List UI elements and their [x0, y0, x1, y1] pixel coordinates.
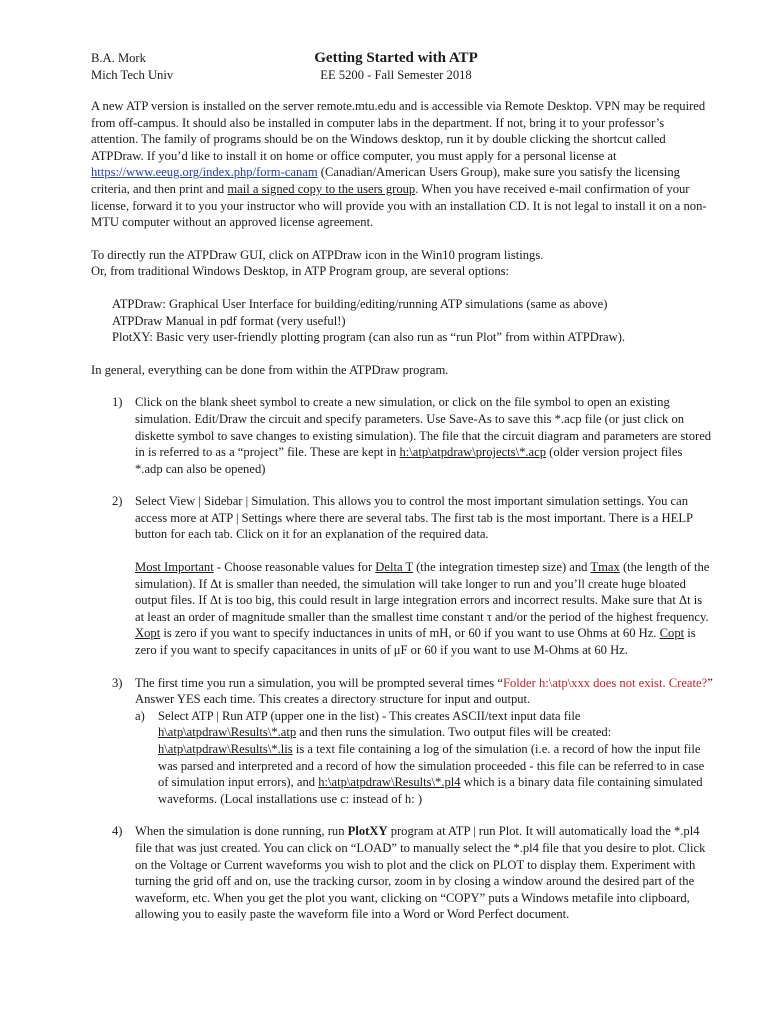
- author-name: B.A. Mork: [91, 51, 146, 65]
- pl4-file-path: h:\atp\atpdraw\Results\*.pl4: [318, 775, 461, 790]
- intro-text-2: (Canadian/American Users Group), make sure you satisfy the licensing criteria, and then print and: [91, 165, 680, 196]
- option-atpdraw: ATPDraw: Graphical User Interface for building/editing/running ATP simulations (same as above): [112, 296, 608, 311]
- step-2-text-6: is zero if you want to specify capacitances in units of μF or 60 if you want to use M-Ohms at 60 Hz.: [135, 626, 696, 658]
- step-number: 2): [112, 494, 123, 509]
- intro-text-1: A new ATP version is installed on the server remote.mtu.edu and is accessible via Remote Desktop. VPN may be required from off-campus. It should also be installed in computer labs in the department. If not, bring it to your professor’s attention. The family of programs should be on the Windows desktop, run it by double clicking the shortcut called ATPDraw. If you’d like to install it on home or office computer, you must apply for a personal license at: [91, 99, 706, 163]
- step-2-text-2: - Choose reasonable values for: [213, 560, 376, 575]
- author-university: Mich Tech Univ: [91, 67, 174, 82]
- most-important-label: Most Important: [135, 560, 214, 575]
- option-manual: ATPDraw Manual in pdf format (very useful!): [112, 313, 346, 328]
- document-header: [91, 50, 728, 84]
- xopt-term: Xopt: [135, 626, 161, 641]
- step-1-text: Click on the blank sheet symbol to create a new simulation, or click on the file symbol to open an existing simulation. Edit/Draw the circuit and specify parameters. Use Save-As to save this *.acp file (or just click on diskette symbol to save changes to existing simulation). The file that the circuit diagram and parameters are stored in is referred to as a “project” file. These are kept in: [135, 395, 712, 460]
- license-link[interactable]: https://www.eeug.org/index.php/form-canam: [91, 165, 318, 180]
- run-line-2: Or, from traditional Windows Desktop, in ATP Program group, are several options:: [91, 264, 510, 279]
- step-4: [91, 823, 713, 923]
- plotxy-term: PlotXY: [347, 824, 388, 839]
- step-3a-text-2: and then runs the simulation. Two output files will be created:: [296, 725, 612, 740]
- step-3: [91, 675, 713, 808]
- delta-t-term: Delta T: [375, 560, 413, 575]
- step-4-text-1: When the simulation is done running, run: [135, 824, 348, 839]
- step-2: [91, 493, 713, 658]
- most-important-paragraph: [135, 559, 713, 659]
- copt-term: Copt: [659, 626, 685, 641]
- step-2-text: Select View | Sidebar | Simulation. This allows you to control the most important simulation settings. You can access more at ATP | Settings where there are several tabs. The first tab is the most important. There is a HELP button for each tab. Click on it for an explanation of the required data.: [135, 494, 693, 542]
- atp-file-path: h\atp\atpdraw\Results\*.atp: [158, 725, 297, 740]
- step-4-text-2: program at ATP | run Plot. It will automatically load the *.pl4 file that was just created. You can click on “LOAD” to manually select the *.pl4 file that you desire to plot. Click on the Voltage or Current waveforms you wish to plot and the click on PLOT to display them. Experiment with turning the grid off and on, use the tracking cursor, zoom in by closing a window around the desired part of the waveform, etc. When you get the plot you want, clicking on “COPY” puts a Windows metafile into clipboard, allowing you to easily paste the waveform file into a Word or Word Perfect document.: [135, 824, 706, 922]
- step-number: 4): [112, 824, 123, 839]
- document-body: [91, 98, 713, 939]
- author-block: [91, 50, 173, 83]
- step-number: 1): [112, 395, 123, 410]
- option-plotxy: PlotXY: Basic very user-friendly plotting program (can also run as “run Plot” from within ATPDraw).: [112, 330, 626, 345]
- step-number: 3): [112, 675, 123, 690]
- lis-file-path: h\atp\atpdraw\Results\*.lis: [158, 742, 293, 756]
- step-3-text-1: The first time you run a simulation, you will be prompted several times “: [135, 675, 503, 690]
- run-paragraph: [91, 247, 713, 280]
- general-paragraph: In general, everything can be done from within the ATPDraw program.: [91, 362, 449, 377]
- intro-text-3: . When you have received e-mail confirmation of your license, forward it to you your instructor who will provide you with an installation CD. It is not legal to install it on a non-MTU computer without an approved license agreement.: [91, 181, 707, 230]
- step-1-note: (older version project files *.adp can also be opened): [135, 445, 683, 476]
- step-3-text-2: ” Answer YES each time. This creates a directory structure for input and output.: [135, 675, 713, 707]
- substep-label: a): [135, 708, 145, 723]
- step-2-text-5: is zero if you want to specify inductances in units of mH, or 60 if you want to use Ohms at 60 Hz.: [160, 626, 660, 641]
- project-path: h:\atp\atpdraw\projects\*.acp: [399, 445, 546, 460]
- step-3a: [135, 708, 713, 808]
- folder-prompt-text: Folder h:\atp\xxx does not exist. Create?: [502, 675, 708, 690]
- step-2-text-4: (the length of the simulation). If Δt is smaller than needed, the simulation will take longer to run and you’ll create huge bloated output files. If Δt is too big, this could result in large integration errors and incorrect results. Make sure that Δt is at least an order of magnitude smaller than the smallest time constant τ and/or the period of the highest frequency.: [135, 560, 710, 624]
- step-3-text: [135, 675, 713, 708]
- mail-copy-text: mail a signed copy to the users group: [227, 181, 416, 196]
- steps-list: [91, 394, 713, 923]
- step-3a-text-3: is a text file containing a log of the simulation (i.e. a record of how the input file was parsed and interpreted and a record of how the simulation proceeded - this file can be referred to in case of simulation input errors), and: [158, 742, 705, 790]
- step-3a-text-1: Select ATP | Run ATP (upper one in the list) - This creates ASCII/text input data file: [158, 708, 581, 723]
- step-3a-text-4: which is a binary data file containing simulated waveforms. (Local installations use c: instead of h: ): [158, 775, 703, 806]
- step-1: [91, 394, 713, 477]
- course-line: EE 5200 - Fall Semester 2018: [320, 67, 472, 82]
- options-list: [112, 296, 713, 346]
- run-line-1: To directly run the ATPDraw GUI, click on ATPDraw icon in the Win10 program listings.: [91, 247, 544, 262]
- intro-paragraph: [91, 98, 713, 231]
- tmax-term: Tmax: [590, 560, 620, 575]
- step-2-text-3: (the integration timestep size) and: [412, 560, 591, 575]
- document-title: Getting Started with ATP: [314, 50, 478, 66]
- title-block: [261, 50, 531, 83]
